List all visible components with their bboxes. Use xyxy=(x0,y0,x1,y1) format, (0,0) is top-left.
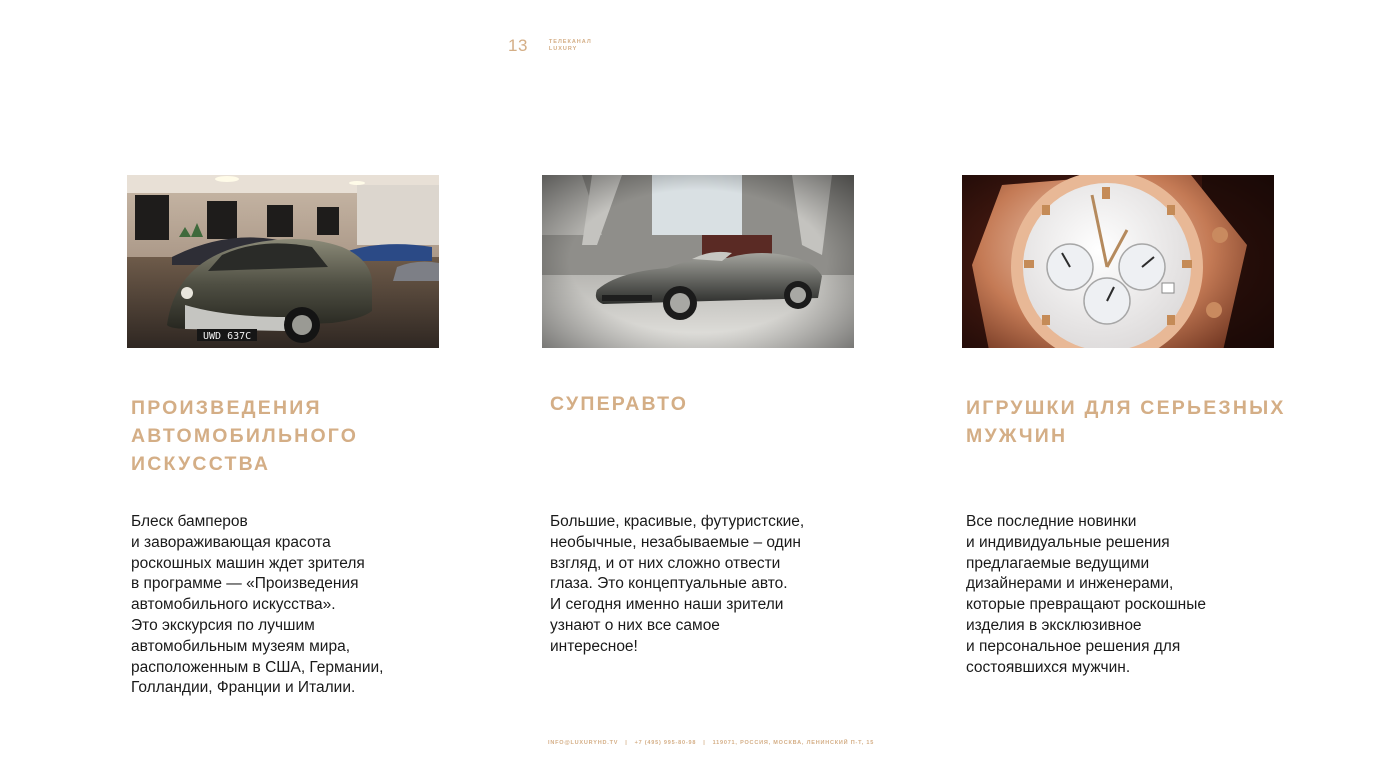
brand-line-1: ТЕЛЕКАНАЛ xyxy=(548,39,592,45)
license-plate: UWD 637C xyxy=(203,331,252,342)
footer-phone[interactable]: +7 (495) 995-80-98 xyxy=(634,740,697,746)
card-title: ИГРУШКИ ДЛЯ СЕРЬЕЗНЫХ МУЖЧИН xyxy=(966,397,1286,447)
program-card-supercars xyxy=(542,175,854,655)
card-description: Блеск бамперов и завораживающая красота роскошных машин ждет зрителя в программе — «Произведения автомобильного искусства». Это экскурсия по лучшим автомобильным музеям мира, расположенным в США, Германии, Голландии, Франции и Италии. xyxy=(131,513,384,697)
brand-line-2: LUXURY xyxy=(548,46,578,52)
program-card-art-cars xyxy=(127,175,439,697)
car-museum-image xyxy=(127,175,439,348)
footer-address: 119071, РОССИЯ, МОСКВА, ЛЕНИНСКИЙ П-Т, 15 xyxy=(712,740,875,746)
luxury-watch-image xyxy=(962,175,1274,348)
watch-photo xyxy=(962,175,1274,348)
card-description: Большие, красивые, футуристские, необычные, незабываемые – один взгляд, и от них сложно отвести глаза. Это концептуальные авто. И сегодня именно наши зрители узнают о них все самое интересное! xyxy=(550,513,805,655)
car-museum-photo xyxy=(127,175,439,348)
supercar-image xyxy=(542,175,854,348)
footer-separator: | xyxy=(625,740,628,746)
card-title: ПРОИЗВЕДЕНИЯ АВТОМОБИЛЬНОГО ИСКУССТВА xyxy=(131,397,359,475)
brand-logo xyxy=(549,39,592,53)
card-title: СУПЕРАВТО xyxy=(550,393,689,415)
footer-separator: | xyxy=(703,740,706,746)
page-number: 13 xyxy=(508,36,528,55)
footer-email[interactable]: INFO@LUXURYHD.TV xyxy=(548,740,619,746)
program-card-mens-toys xyxy=(962,175,1286,676)
card-description: Все последние новинки и индивидуальные решения предлагаемые ведущими дизайнерами и инженерами, которые превращают роскошные изделия в эксклюзивное и персональное решения для состоявшихся мужчин. xyxy=(966,513,1206,676)
page-header xyxy=(508,36,592,56)
supercar-photo xyxy=(542,175,854,348)
